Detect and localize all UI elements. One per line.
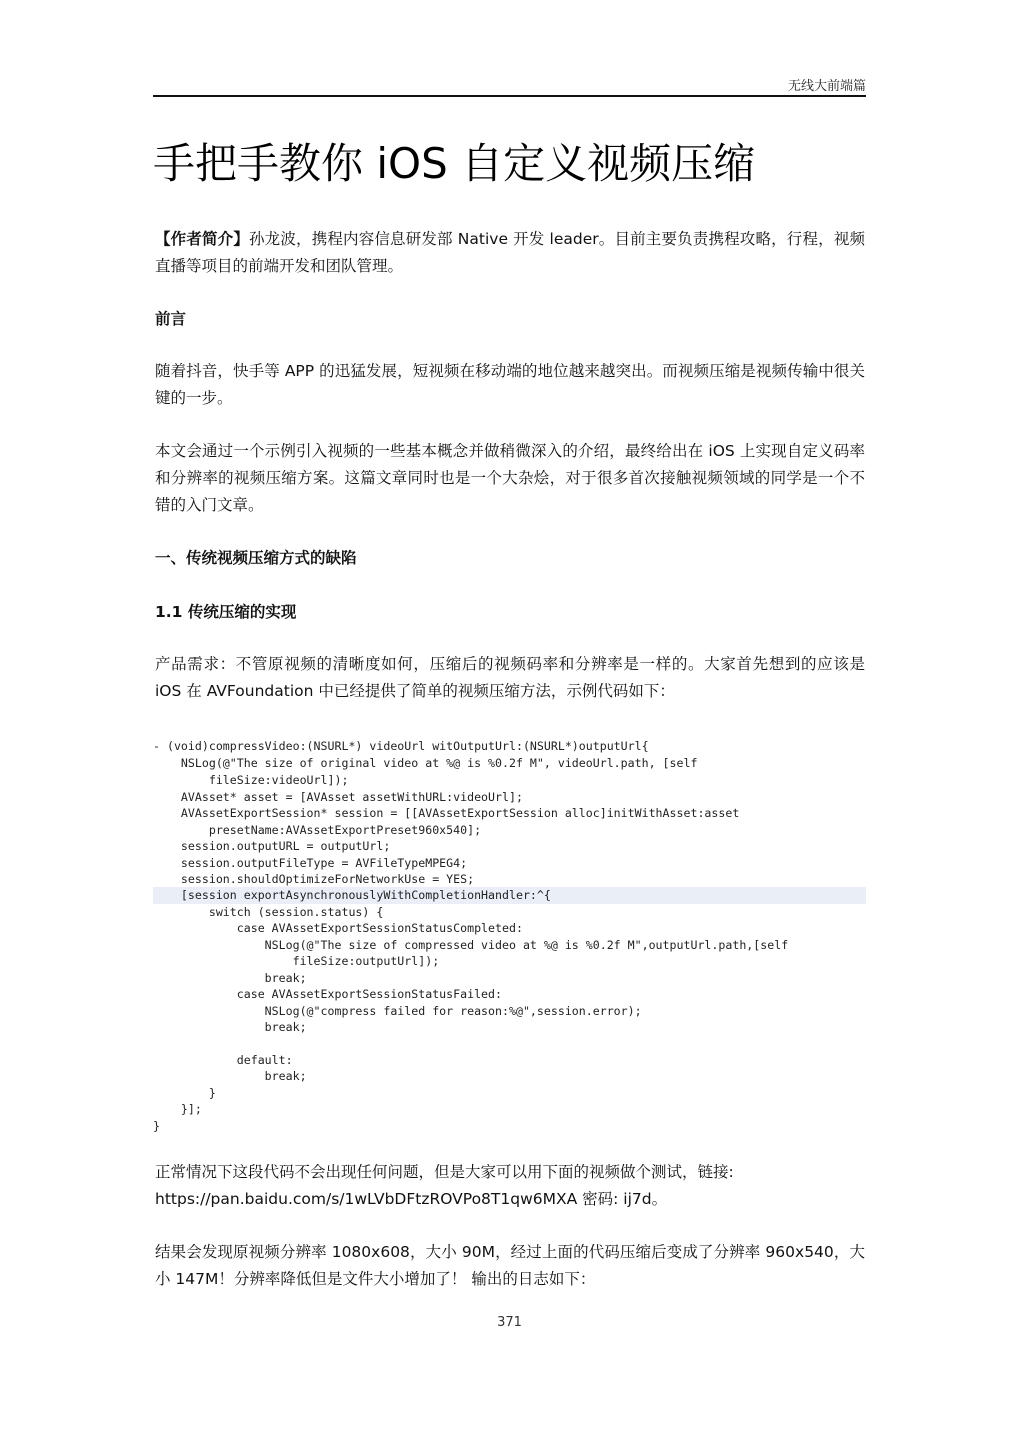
preface-paragraph-1: 随着抖音，快手等 APP 的迅猛发展，短视频在移动端的地位越来越突出。而视频压缩是视频传输中很关键的一步。 <box>155 362 865 407</box>
code-line-highlighted: [session exportAsynchronouslyWithCompletionHandler:^{ <box>153 887 866 904</box>
code-line: session.shouldOptimizeForNetworkUse = YES; <box>153 872 475 886</box>
download-link[interactable]: https://pan.baidu.com/s/1wLVbDFtzROVPo8T1qw6MXA <box>155 1190 578 1208</box>
code-line: fileSize:videoUrl]); <box>153 773 349 787</box>
section-1-1-paragraph: 产品需求：不管原视频的清晰度如何，压缩后的视频码率和分辨率是一样的。大家首先想到的应该是 iOS 在 AVFoundation 中已经提供了简单的视频压缩方法，示例代码如下： <box>155 655 865 700</box>
code-line: } <box>153 1119 160 1133</box>
code-line: AVAssetExportSession* session = [[AVAssetExportSession alloc]initWithAsset:asset <box>153 806 740 820</box>
code-line: case AVAssetExportSessionStatusCompleted: <box>153 921 523 935</box>
preface-paragraph-2: 本文会通过一个示例引入视频的一些基本概念并做稍微深入的介绍，最终给出在 iOS 上实现自定义码率和分辨率的视频压缩方案。这篇文章同时也是一个大杂烩，对于很多首次接触视频领域的同学是一个不错的入门文章。 <box>155 442 865 514</box>
code-line: break; <box>153 1069 307 1083</box>
author-intro-text: 孙龙波，携程内容信息研发部 Native 开发 leader。目前主要负责携程攻略，行程，视频直播等项目的前端开发和团队管理。 <box>155 230 865 275</box>
code-line: break; <box>153 1020 307 1034</box>
running-header: 无线大前端篇 <box>787 79 866 94</box>
author-intro <box>155 226 865 280</box>
author-intro-label: 【作者简介】 <box>155 230 250 248</box>
section-1-1-heading: 1.1 传统压缩的实现 <box>155 603 297 621</box>
code-line: } <box>153 1086 216 1100</box>
code-line: AVAsset* asset = [AVAsset assetWithURL:videoUrl]; <box>153 790 523 804</box>
after-code-text: 正常情况下这段代码不会出现任何问题，但是大家可以用下面的视频做个测试，链接: <box>155 1163 734 1181</box>
code-line: - (void)compressVideo:(NSURL*) videoUrl witOutputUrl:(NSURL*)outputUrl{ <box>153 739 649 753</box>
code-screenshot <box>153 728 866 1133</box>
code-line: session.outputFileType = AVFileTypeMPEG4; <box>153 856 468 870</box>
code-line: NSLog(@"The size of original video at %@ is %0.2f M", videoUrl.path, [self <box>153 756 698 770</box>
code-line: switch (session.status) { <box>153 905 384 919</box>
code-line: break; <box>153 971 307 985</box>
code-line: NSLog(@"The size of compressed video at %@ is %0.2f M",outputUrl.path,[self <box>153 938 789 952</box>
header-rule <box>153 95 866 97</box>
preface-heading: 前言 <box>155 310 187 328</box>
code-line <box>153 1035 866 1052</box>
after-code-paragraph-2: 结果会发现原视频分辨率 1080x608，大小 90M，经过上面的代码压缩后变成了分辨率 960x540，大小 147M！分辨率降低但是文件大小增加了！ 输出的日志如下： <box>155 1243 865 1288</box>
code-line: case AVAssetExportSessionStatusFailed: <box>153 987 503 1001</box>
code-line: session.outputURL = outputUrl; <box>153 839 391 853</box>
code-line: presetName:AVAssetExportPreset960x540]; <box>153 823 482 837</box>
section-1-heading: 一、传统视频压缩方式的缺陷 <box>155 549 357 567</box>
password-text: 密码: ij7d。 <box>577 1190 668 1208</box>
page-number: 371 <box>497 1315 522 1330</box>
code-line: }]; <box>153 1102 202 1116</box>
code-line: NSLog(@"compress failed for reason:%@",session.error); <box>153 1004 642 1018</box>
after-code-paragraph-1 <box>155 1159 865 1213</box>
article-title: 手把手教你 iOS 自定义视频压缩 <box>153 139 756 188</box>
code-line: fileSize:outputUrl]); <box>153 954 440 968</box>
code-line: default: <box>153 1053 293 1067</box>
